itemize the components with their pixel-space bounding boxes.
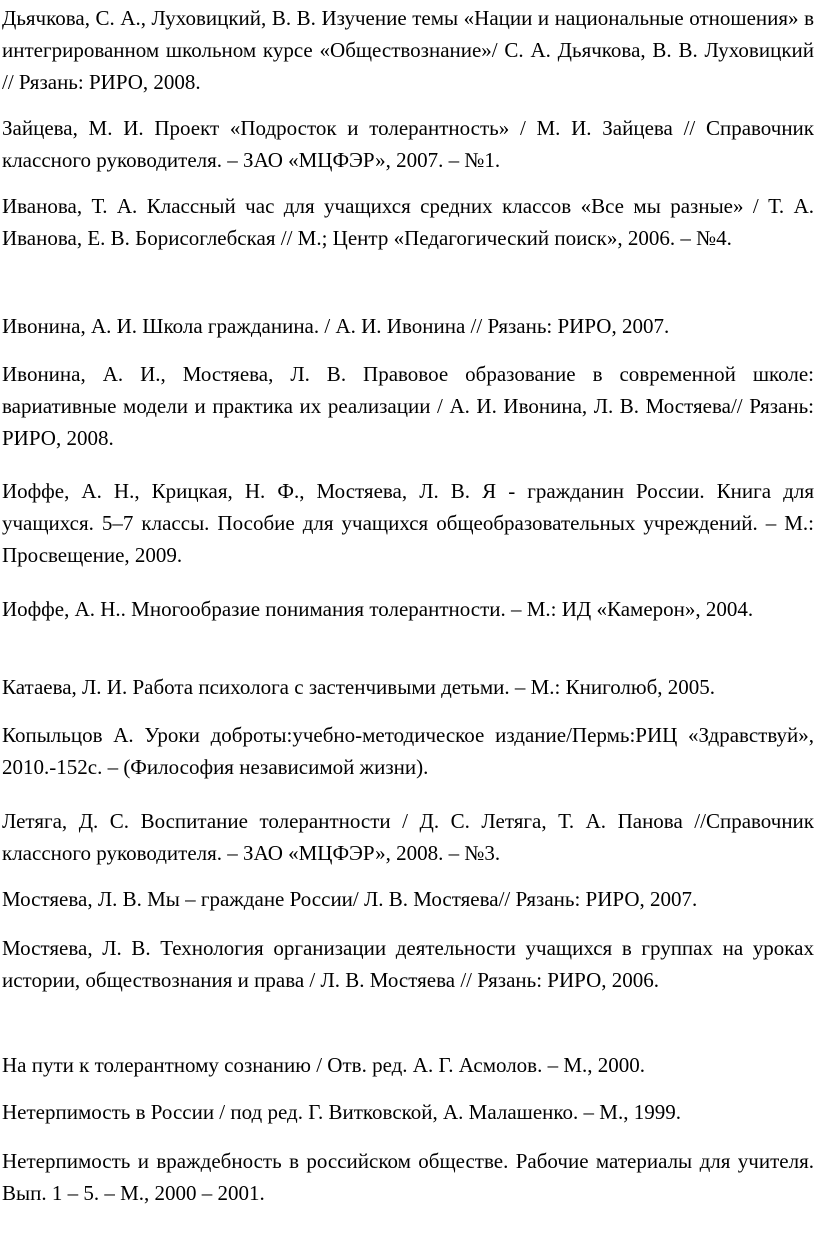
bibliography-entry: Катаева, Л. И. Работа психолога с застенчивыми детьми. – М.: Книголюб, 2005. [2, 675, 716, 699]
bibliography-entry: Зайцева, М. И. Проект «Подросток и толерантность» / М. И. Зайцева // Справочник классного руководителя. – ЗАО «МЦФЭР», 2007. – №1. [2, 116, 814, 172]
bibliography-entry: Ивонина, А. И., Мостяева, Л. В. Правовое образование в современной школе: вариативные модели и практика их реализации / А. И. Ивонина, Л. В. Мостяева// Рязань: РИРО, 2008. [2, 362, 814, 450]
bibliography-entry: Дьячкова, С. А., Луховицкий, В. В. Изучение темы «Нации и национальные отношения» в интегрированном школьном курсе «Обществознание»/ С. А. Дьячкова, В. В. Луховицкий // Рязань: РИРО, 2008. [2, 6, 814, 94]
bibliography-entry: Летяга, Д. С. Воспитание толерантности / Д. С. Летяга, Т. А. Панова //Справочник классного руководителя. – ЗАО «МЦФЭР», 2008. – №3. [2, 809, 814, 865]
bibliography-entry: Иоффе, А. Н., Крицкая, Н. Ф., Мостяева, Л. В. Я - гражданин России. Книга для учащихся. 5–7 классы. Пособие для учащихся общеобразовательных учреждений. – М.: Просвещение, 2009. [2, 479, 814, 567]
bibliography-entry: На пути к толерантному сознанию / Отв. ред. А. Г. Асмолов. – М., 2000. [2, 1053, 646, 1077]
bibliography-entry: Копыльцов А. Уроки доброты:учебно-методическое издание/Пермь:РИЦ «Здравствуй», 2010.-152с. – (Философия независимой жизни). [2, 723, 814, 779]
bibliography-entry: Иоффе, А. Н.. Многообразие понимания толерантности. – М.: ИД «Камерон», 2004. [2, 597, 754, 621]
bibliography-entry: Нетерпимость в России / под ред. Г. Витковской, А. Малашенко. – М., 1999. [2, 1100, 681, 1124]
bibliography-entry: Мостяева, Л. В. Технология организации деятельности учащихся в группах на уроках истории, обществознания и права / Л. В. Мостяева // Рязань: РИРО, 2006. [2, 936, 814, 992]
bibliography-entry: Мостяева, Л. В. Мы – граждане России/ Л. В. Мостяева// Рязань: РИРО, 2007. [2, 887, 698, 911]
bibliography-entry: Ивонина, А. И. Школа гражданина. / А. И. Ивонина // Рязань: РИРО, 2007. [2, 314, 670, 338]
bibliography-entry: Нетерпимость и враждебность в российском обществе. Рабочие материалы для учителя. Вып. 1 – 5. – М., 2000 – 2001. [2, 1149, 814, 1205]
bibliography-entry: Иванова, Т. А. Классный час для учащихся средних классов «Все мы разные» / Т. А. Иванова, Е. В. Борисоглебская // М.; Центр «Педагогический поиск», 2006. – №4. [2, 194, 814, 250]
